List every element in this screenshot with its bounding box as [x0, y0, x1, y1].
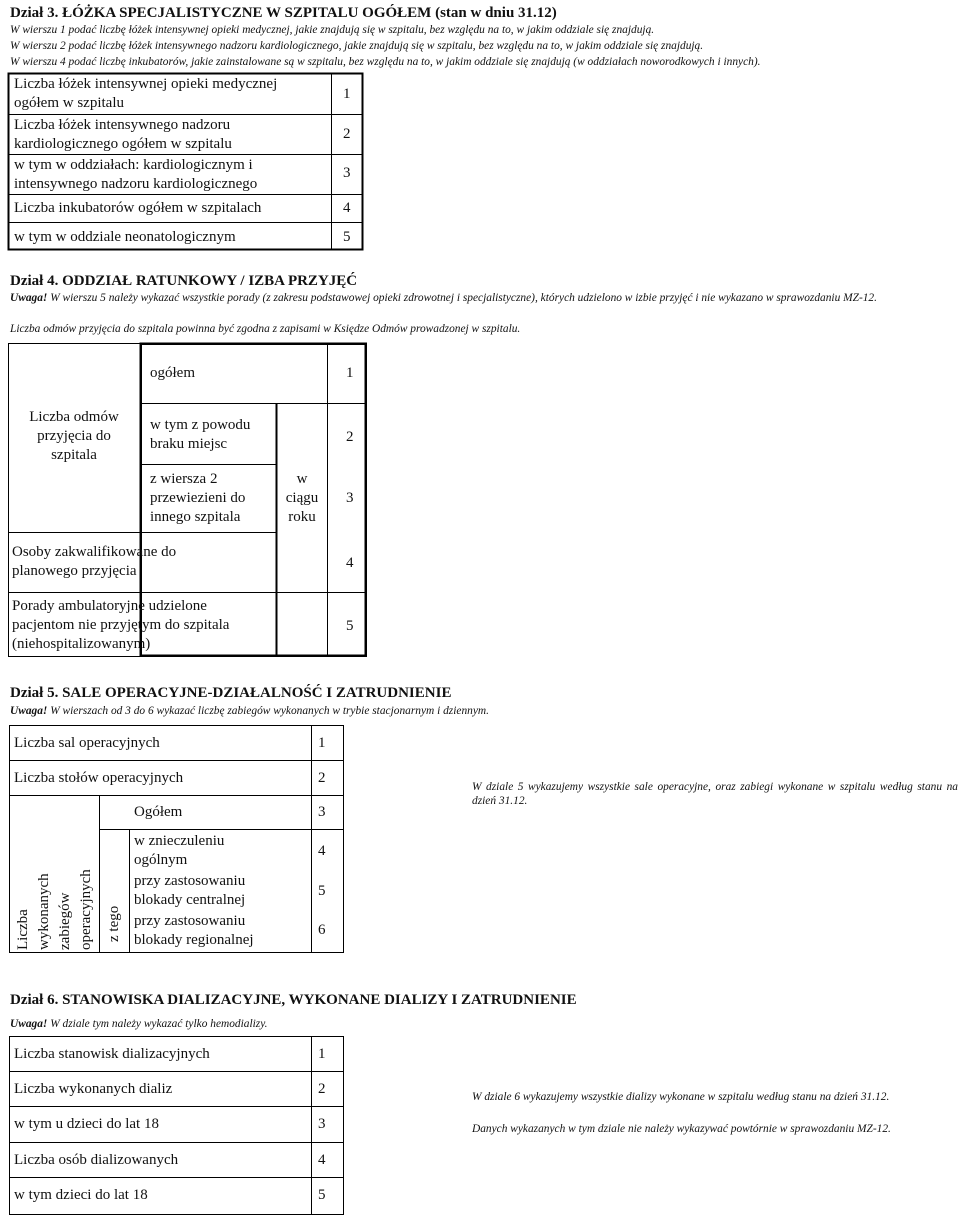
section4-note-1: [10, 292, 955, 306]
section4-title: Dział 4. ODDZIAŁ RATUNKOWY / IZBA PRZYJĘĆ: [10, 273, 358, 289]
s4-porady-line2: pacjentom nie przyjętym do szpitala: [12, 617, 230, 633]
s3-row3-label: [14, 156, 257, 194]
s4-przewiezieni-line1: z wiersza 2: [150, 471, 218, 487]
section6-note: [10, 1018, 955, 1032]
s5-centralnej-line1: przy zastosowaniu: [134, 873, 246, 889]
s4-osoby-line2: planowego przyjęcia: [12, 563, 137, 579]
s3-row3-label-line1: w tym w oddziałach: kardiologicznym i: [14, 157, 253, 173]
s3-row1-label: [14, 75, 277, 113]
s5-num-5: 5: [318, 883, 326, 899]
section5-note: [10, 705, 955, 719]
s5-regionalnej-line2: blokady regionalnej: [134, 932, 254, 948]
section6-title: Dział 6. STANOWISKA DIALIZACYJNE, WYKONANE DIALIZY I ZATRUDNIENIE: [10, 992, 577, 1008]
s5-num-4: 4: [318, 843, 326, 859]
s6-row1-num: 1: [318, 1046, 326, 1062]
s6-row1-label: Liczba stanowisk dializacyjnych: [14, 1046, 210, 1062]
section6-side-note-2: Danych wykazanych w tym dziale nie należy wykazywać powtórnie w sprawozdaniu MZ-12.: [472, 1123, 891, 1135]
s5-blokada-regionalna: [134, 912, 254, 950]
s4-odmowy-label: [8, 408, 140, 465]
s4-odmowy-line1: Liczba odmów: [29, 409, 119, 425]
section4-note-1-text: W wierszu 5 należy wykazać wszystkie porady (z zakresu podstawowej opieki zdrowotnej i specjalistyczne), których udzielono w izbie przyjęć i nie wykazano w sprawozdaniu MZ-12.: [47, 292, 877, 304]
s5-vertical-zabiegow: zabiegów: [57, 892, 73, 950]
section3-note-3: W wierszu 4 podać liczbę inkubatorów, jakie zainstalowane są w szpitalu, bez względu na to, w jakim oddziale się znajdują (w oddziałach noworodkowych i innych).: [10, 56, 761, 68]
s3-row1-label-line1: Liczba łóżek intensywnej opieki medycznej: [14, 76, 278, 92]
s5-znieczulenie: [134, 832, 224, 870]
s3-row2-label-line2: kardiologicznego ogółem w szpitalu: [14, 136, 232, 152]
s5-vertical-z-tego: z tego: [106, 905, 122, 942]
section4-note-2: Liczba odmów przyjęcia do szpitala powinna być zgodna z zapisami w Księdze Odmów prowadzonej w szpitalu.: [10, 323, 521, 335]
section6-uwaga: Uwaga!: [10, 1018, 48, 1030]
s6-row2-label: Liczba wykonanych dializ: [14, 1081, 173, 1097]
section5-note-text: W wierszach od 3 do 6 wykazać liczbę zabiegów wykonanych w trybie stacjonarnym i dziennym.: [47, 705, 489, 717]
section5-uwaga: Uwaga!: [10, 705, 48, 717]
s3-row2-label: [14, 116, 232, 154]
s4-odmowy-line3: szpitala: [51, 447, 97, 463]
s4-przewiezieni-line3: innego szpitala: [150, 509, 241, 525]
section5-title: Dział 5. SALE OPERACYJNE-DZIAŁALNOŚĆ I ZATRUDNIENIE: [10, 685, 452, 701]
s5-sal-label: Liczba sal operacyjnych: [14, 735, 160, 751]
s4-porady-line3: (niehospitalizowanym): [12, 636, 151, 652]
s4-w-ciagu-line1: w: [296, 471, 308, 487]
s6-row5-num: 5: [318, 1187, 326, 1203]
s5-stolow-label: Liczba stołów operacyjnych: [14, 770, 184, 786]
section3-note-1: W wierszu 1 podać liczbę łóżek intensywnej opieki medycznej, jakie znajdują się w szpitalu, bez względu na to, w jakim oddziale się znajdują.: [10, 24, 655, 36]
s5-num-2: 2: [318, 770, 326, 786]
section3-title: Dział 3. ŁÓŻKA SPECJALISTYCZNE W SZPITALU OGÓŁEM (stan w dniu 31.12): [10, 5, 557, 21]
s3-row1-num: 1: [343, 86, 351, 102]
section5-side-note: W dziale 5 wykazujemy wszystkie sale operacyjne, oraz zabiegi wykonane w szpitalu według stanu na dzień 31.12.: [472, 781, 958, 807]
s3-row2-label-line1: Liczba łóżek intensywnego nadzoru: [14, 117, 231, 133]
s5-znieczulenie-line1: w znieczuleniu: [134, 833, 225, 849]
s6-row4-label: Liczba osób dializowanych: [14, 1152, 179, 1168]
s4-brak-miejsc: [150, 416, 250, 454]
s6-row2-num: 2: [318, 1081, 326, 1097]
s5-num-3: 3: [318, 804, 326, 820]
s4-num-2: 2: [346, 429, 354, 445]
section3-note-2: W wierszu 2 podać liczbę łóżek intensywnego nadzoru kardiologicznego, jakie znajdują się w szpitalu, bez względu na to, w jakim oddziale się znajdują.: [10, 40, 704, 52]
s5-centralnej-line2: blokady centralnej: [134, 892, 246, 908]
s5-regionalnej-line1: przy zastosowaniu: [134, 913, 246, 929]
s4-w-ciagu-roku: [277, 470, 327, 527]
s4-porady-line1: Porady ambulatoryjne udzielone: [12, 598, 207, 614]
s3-row4-label: Liczba inkubatorów ogółem w szpitalach: [14, 200, 262, 216]
s5-num-6: 6: [318, 922, 326, 938]
s6-row3-label: w tym u dzieci do lat 18: [14, 1116, 159, 1132]
s4-brak-line1: w tym z powodu: [150, 417, 251, 433]
s4-osoby-line1: Osoby zakwalifikowane do: [12, 544, 177, 560]
s5-ogolem-label: Ogółem: [134, 804, 183, 820]
s4-osoby: [12, 543, 176, 581]
s4-num-3: 3: [346, 490, 354, 506]
s4-num-4: 4: [346, 555, 354, 571]
s3-row3-num: 3: [343, 165, 351, 181]
s4-brak-line2: braku miejsc: [150, 436, 228, 452]
s3-row5-label: w tym w oddziale neonatologicznym: [14, 229, 236, 245]
s4-odmowy-line2: przyjęcia do: [37, 428, 111, 444]
s3-row3-label-line2: intensywnego nadzoru kardiologicznego: [14, 176, 258, 192]
s3-row2-num: 2: [343, 126, 351, 142]
s4-porady: [12, 597, 229, 654]
s5-num-1: 1: [318, 735, 326, 751]
s5-vertical-liczba: Liczba: [15, 909, 31, 950]
section6-side-note-1: W dziale 6 wykazujemy wszystkie dializy wykonane w szpitalu według stanu na dzień 31.12.: [472, 1091, 890, 1103]
s4-w-ciagu-line2: ciągu: [285, 490, 319, 506]
s3-row1-label-line2: ogółem w szpitalu: [14, 95, 124, 111]
s4-przewiezieni-line2: przewiezieni do: [150, 490, 246, 506]
s4-num-1: 1: [346, 365, 354, 381]
s6-row4-num: 4: [318, 1152, 326, 1168]
s5-blokada-centralna: [134, 872, 245, 910]
s5-vertical-wykonanych: wykonanych: [36, 873, 52, 950]
s4-num-5: 5: [346, 618, 354, 634]
s6-row5-label: w tym dzieci do lat 18: [14, 1187, 148, 1203]
s4-w-ciagu-line3: roku: [288, 509, 316, 525]
s4-ogolem: ogółem: [150, 365, 195, 381]
s5-vertical-operacyjnych: operacyjnych: [78, 869, 94, 950]
s5-znieczulenie-line2: ogólnym: [134, 852, 188, 868]
section6-note-text: W dziale tym należy wykazać tylko hemodializy.: [47, 1018, 268, 1030]
s3-row4-num: 4: [343, 200, 351, 216]
s6-row3-num: 3: [318, 1116, 326, 1132]
s3-row5-num: 5: [343, 229, 351, 245]
section4-uwaga: Uwaga!: [10, 292, 48, 304]
s4-przewiezieni: [150, 470, 245, 527]
